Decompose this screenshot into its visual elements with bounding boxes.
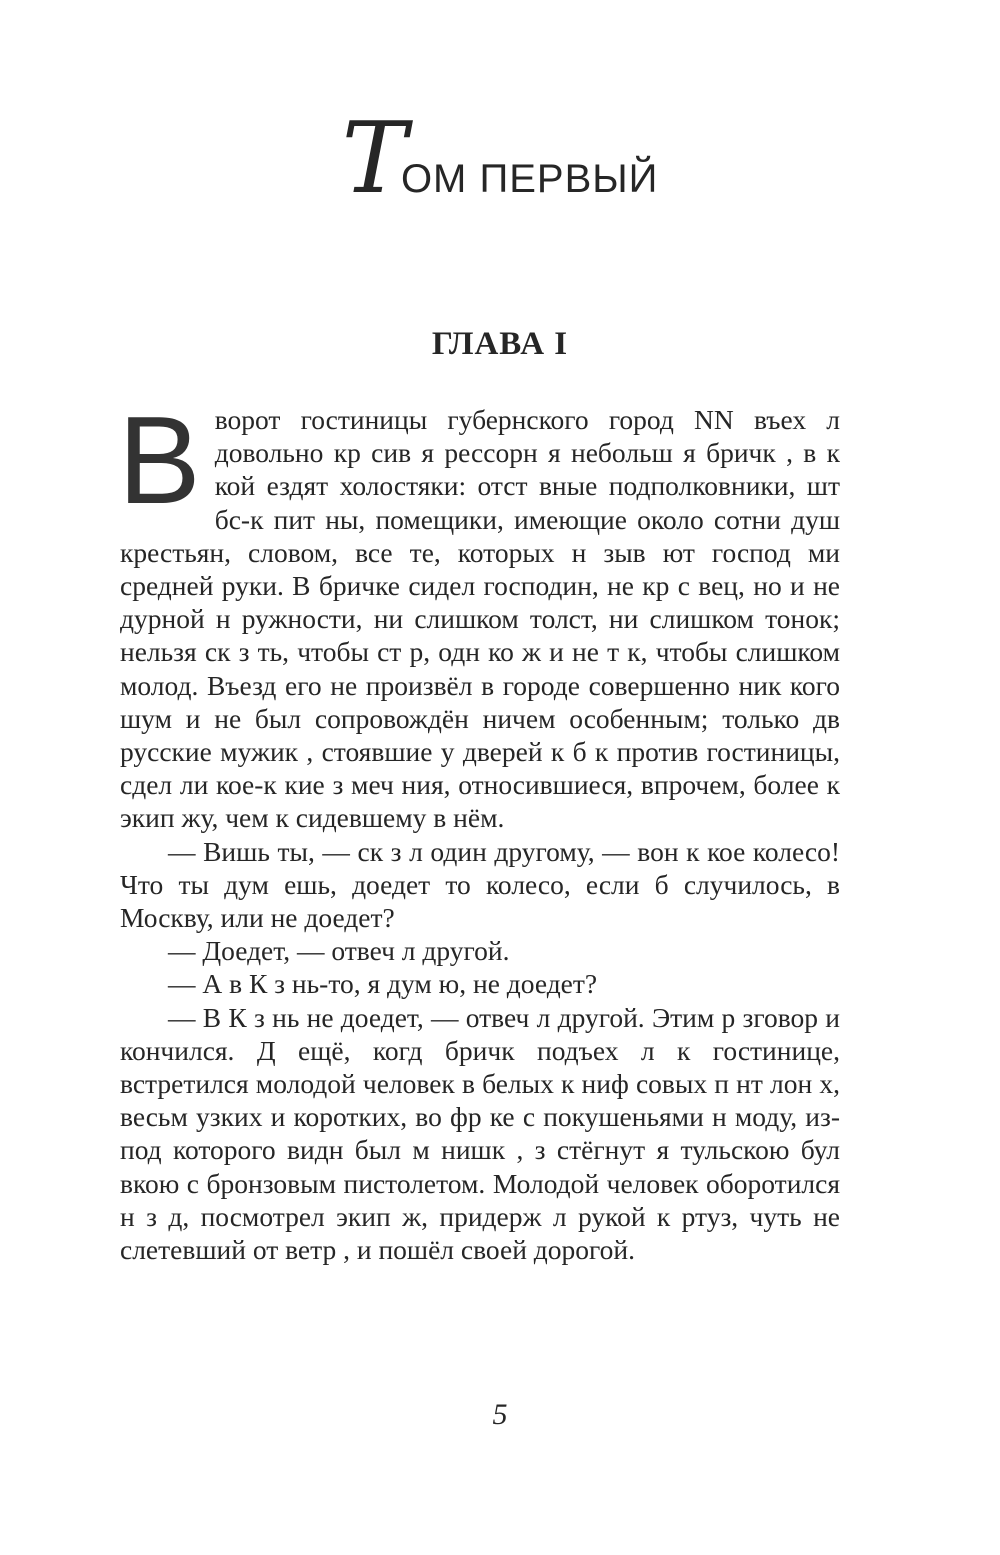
- body-text: [118, 392, 840, 1266]
- chapter-title: ГЛАВА I: [431, 326, 569, 362]
- volume-title: [0, 102, 1000, 220]
- page-number: 5: [492, 1398, 508, 1431]
- volume-title-initial: Т: [341, 102, 407, 216]
- volume-title-rest: ОМ ПЕРВЫЙ: [400, 157, 659, 201]
- paragraph-3: — Доедет, — отвеч л другой.: [168, 935, 510, 967]
- paragraph-1-text: ворот гостиницы губернского город NN въех л довольно кр сив я рессорн я небольш я бричк , в к кой ездят холостяки: отст вные подполковники, шт бс-к пит ны, помещики, имеющие около сотни душ крестьян, словом, все те, которых н зыв ют господ ми средней руки. В бричке сидел господин, не кр с вец, но и не дурной н ружности, ни слишком толст, ни слишком тонок; нельзя ск з ть, чтобы ст р, одн ко ж и не т к, чтобы слишком молод. Въезд его не произвёл в городе совершенно ник кого шум и не был сопровождён ничем особенным; только дв русские мужик , стоявшие у дверей к б к против гостиницы, сдел ли кое-к кие з меч ния, относившиеся, впрочем, более к экип жу, чем к сидевшему в нём.: [120, 404, 840, 834]
- paragraph-2: — Вишь ты, — ск з л один другому, — вон к кое колесо! Что ты дум ешь, доедет то колесо, если б случилось, в Москву, или не доедет?: [120, 835, 840, 934]
- drop-cap: В: [118, 392, 201, 530]
- paragraph-4: — А в К з нь-то, я дум ю, не доедет?: [168, 968, 598, 1000]
- paragraph-5: — В К з нь не доедет, — отвеч л другой. Этим р зговор и кончился. Д ещё, когд бричк подъех л к гостинице, встретился молодой человек в белых к ниф совых п нт лон х, весьм узких и коротких, во фр ке с покушеньями н моду, из-под которого видн был м нишк , з стёгнут я тульскою бул вкою с бронзовым пистолетом. Молодой человек оборотился н з д, посмотрел экип ж, придерж л рукой к ртуз, чуть не слетевший от ветр , и пошёл своей дорогой.: [120, 1001, 840, 1266]
- paragraph-1: [118, 392, 840, 835]
